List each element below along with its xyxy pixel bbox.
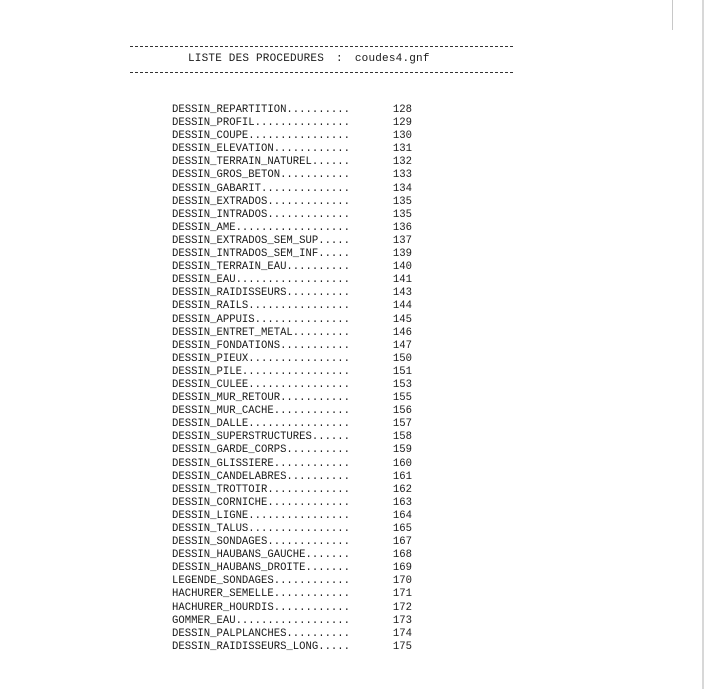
list-item	[172, 130, 422, 143]
procedure-page-number: 139	[392, 248, 412, 261]
list-item	[172, 196, 422, 209]
procedure-page-number: 167	[392, 536, 412, 549]
list-item	[172, 353, 422, 366]
list-item	[172, 104, 422, 117]
procedure-name: DESSIN_AME..................	[172, 221, 351, 234]
procedure-name: DESSIN_RAIDISSEURS..........	[172, 287, 351, 300]
procedure-name: DESSIN_INTRADOS_SEM_INF.....	[172, 248, 351, 261]
procedure-page-number: 132	[392, 156, 412, 169]
procedure-page-number: 141	[392, 274, 412, 287]
list-item	[172, 314, 422, 327]
list-item	[172, 562, 422, 575]
list-item	[172, 222, 422, 235]
procedure-name: DESSIN_PIEUX................	[172, 352, 351, 365]
procedure-page-number: 163	[392, 496, 412, 509]
procedure-name: DESSIN_TALUS................	[172, 523, 351, 535]
procedure-name: DESSIN_MUR_RETOUR...........	[172, 392, 351, 405]
list-item	[172, 117, 422, 130]
procedure-name: DESSIN_APPUIS...............	[172, 313, 351, 326]
procedure-page-number: 170	[392, 575, 412, 588]
procedure-name: GOMMER_EAU..................	[172, 614, 351, 627]
procedure-page-number: 168	[392, 549, 412, 562]
procedure-page-number: 164	[392, 509, 412, 522]
procedure-page-number: 145	[392, 313, 412, 326]
procedure-page-number: 135	[392, 195, 412, 208]
procedure-page-number: 136	[392, 221, 412, 234]
list-item	[172, 458, 422, 471]
procedure-page-number: 165	[392, 523, 412, 535]
procedure-name: DESSIN_LIGNE................	[172, 509, 351, 522]
list-item	[172, 497, 422, 510]
procedure-name: DESSIN_TERRAIN_NATUREL......	[172, 156, 351, 169]
procedure-name: DESSIN_COUPE................	[172, 130, 351, 143]
list-item	[172, 549, 422, 562]
procedure-page-number: 162	[392, 483, 412, 496]
list-item	[172, 300, 422, 313]
list-item	[172, 379, 422, 392]
list-item	[172, 615, 422, 628]
list-item	[172, 484, 422, 497]
procedure-name: DESSIN_PROFIL...............	[172, 117, 351, 130]
procedure-page-number: 156	[392, 405, 412, 418]
list-item	[172, 641, 422, 654]
list-item	[172, 143, 422, 156]
procedure-name: DESSIN_PILE.................	[172, 365, 351, 378]
procedure-page-number: 134	[392, 182, 412, 195]
procedure-name: DESSIN_EXTRADOS.............	[172, 195, 351, 208]
procedure-name: DESSIN_SUPERSTRUCTURES......	[172, 431, 351, 444]
procedure-page-number: 160	[392, 457, 412, 470]
scan-edge-mark	[672, 0, 673, 30]
procedure-name: DESSIN_FONDATIONS...........	[172, 339, 351, 352]
procedure-name: DESSIN_GARDE_CORPS..........	[172, 444, 351, 457]
page-header	[188, 52, 430, 66]
list-item	[172, 602, 422, 615]
procedure-name: HACHURER_HOURDIS............	[172, 601, 351, 614]
list-item	[172, 156, 422, 169]
procedure-page-number: 159	[392, 444, 412, 457]
procedure-name: DESSIN_ELEVATION............	[172, 143, 351, 156]
procedure-name: HACHURER_SEMELLE............	[172, 588, 351, 601]
procedure-name: DESSIN_HAUBANS_DROITE.......	[172, 562, 351, 575]
procedure-page-number: 172	[392, 601, 412, 614]
list-item	[172, 235, 422, 248]
page-title: LISTE DES PROCEDURES	[188, 53, 325, 65]
procedure-name: DESSIN_CORNICHE.............	[172, 496, 351, 509]
list-item	[172, 248, 422, 261]
procedure-page-number: 155	[392, 392, 412, 405]
procedure-name: DESSIN_RAILS................	[172, 300, 351, 313]
header-rule-top	[130, 46, 513, 47]
list-item	[172, 183, 422, 196]
procedure-page-number: 131	[392, 143, 412, 156]
procedure-name: DESSIN_GABARIT..............	[172, 182, 351, 195]
list-item	[172, 523, 422, 536]
header-separator: :	[336, 53, 343, 65]
procedure-page-number: 151	[392, 365, 412, 378]
procedure-page-number: 171	[392, 588, 412, 601]
list-item	[172, 405, 422, 418]
procedure-name: DESSIN_TROTTOIR.............	[172, 483, 351, 496]
procedure-page-number: 129	[392, 117, 412, 130]
list-item	[172, 444, 422, 457]
procedure-page-number: 169	[392, 562, 412, 575]
procedure-page-number: 157	[392, 418, 412, 431]
procedure-name: DESSIN_RAIDISSEURS_LONG.....	[172, 640, 351, 653]
procedure-name: DESSIN_TERRAIN_EAU..........	[172, 261, 351, 274]
list-item	[172, 392, 422, 405]
procedure-page-number: 140	[392, 261, 412, 274]
procedure-page-number: 150	[392, 352, 412, 365]
procedure-page-number: 174	[392, 627, 412, 640]
procedure-page-number: 147	[392, 339, 412, 352]
list-item	[172, 536, 422, 549]
procedure-name: DESSIN_ENTRET_METAL.........	[172, 326, 351, 339]
procedure-name: DESSIN_DALLE................	[172, 418, 351, 431]
list-item	[172, 274, 422, 287]
procedure-page-number: 161	[392, 470, 412, 483]
list-item	[172, 588, 422, 601]
procedure-page-number: 158	[392, 431, 412, 444]
procedure-name: DESSIN_INTRADOS.............	[172, 208, 351, 221]
procedure-page-number: 144	[392, 300, 412, 313]
procedure-name: DESSIN_REPARTITION..........	[172, 104, 351, 116]
list-item	[172, 510, 422, 523]
procedure-name: DESSIN_HAUBANS_GAUCHE.......	[172, 549, 351, 562]
list-item	[172, 575, 422, 588]
procedure-list	[172, 104, 422, 654]
procedure-name: LEGENDE_SONDAGES............	[172, 575, 351, 588]
procedure-page-number: 143	[392, 287, 412, 300]
procedure-page-number: 175	[392, 640, 412, 653]
list-item	[172, 287, 422, 300]
header-filename: coudes4.gnf	[354, 53, 430, 65]
list-item	[172, 261, 422, 274]
procedure-name: DESSIN_PALPLANCHES..........	[172, 627, 351, 640]
procedure-name: DESSIN_GLISSIERE............	[172, 457, 351, 470]
procedure-name: DESSIN_CANDELABRES..........	[172, 470, 351, 483]
procedure-page-number: 173	[392, 614, 412, 627]
procedure-page-number: 153	[392, 378, 412, 391]
list-item	[172, 327, 422, 340]
procedure-name: DESSIN_GROS_BETON...........	[172, 169, 351, 182]
procedure-name: DESSIN_SONDAGES.............	[172, 536, 351, 549]
header-rule-bottom	[130, 72, 513, 73]
procedure-page-number: 130	[392, 130, 412, 143]
procedure-name: DESSIN_MUR_CACHE............	[172, 405, 351, 418]
procedure-name: DESSIN_EXTRADOS_SEM_SUP.....	[172, 234, 351, 247]
procedure-page-number: 135	[392, 208, 412, 221]
list-item	[172, 418, 422, 431]
procedure-page-number: 146	[392, 326, 412, 339]
procedure-page-number: 137	[392, 234, 412, 247]
list-item	[172, 628, 422, 641]
procedure-page-number: 128	[392, 104, 412, 116]
list-item	[172, 471, 422, 484]
list-item	[172, 340, 422, 353]
procedure-name: DESSIN_EAU..................	[172, 274, 351, 287]
procedure-name: DESSIN_CULEE................	[172, 378, 351, 391]
list-item	[172, 209, 422, 222]
list-item	[172, 431, 422, 444]
procedure-page-number: 133	[392, 169, 412, 182]
list-item	[172, 366, 422, 379]
list-item	[172, 169, 422, 182]
